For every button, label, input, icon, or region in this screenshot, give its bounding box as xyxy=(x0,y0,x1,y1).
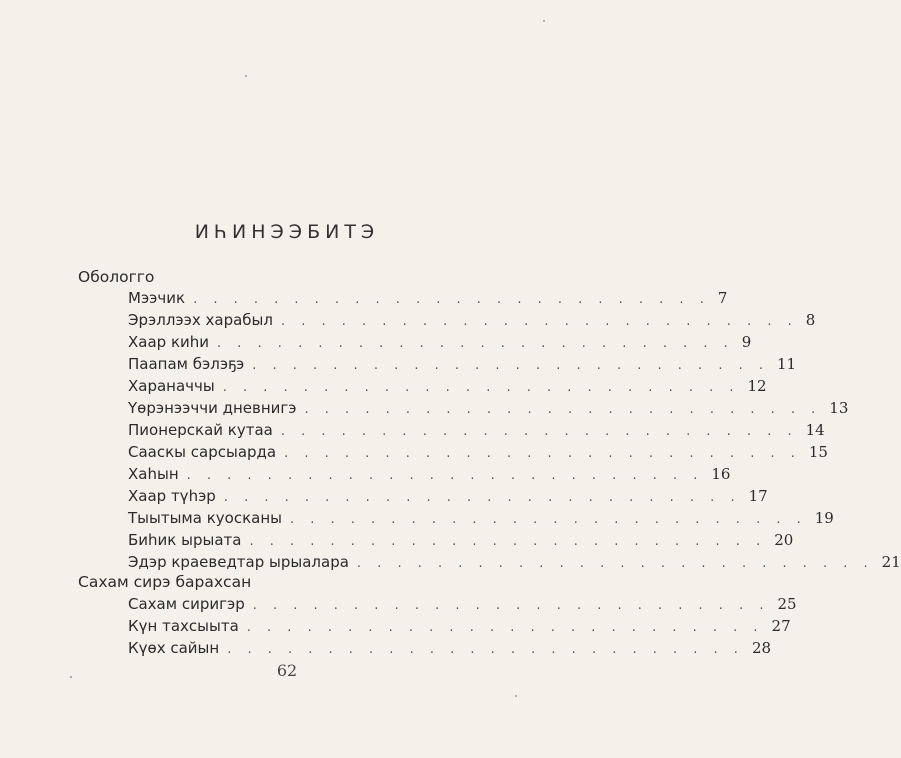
dot-leader: . . . . . . . . . . . . . . . . . . . . . . . . . . xyxy=(227,642,744,657)
toc-entry xyxy=(128,465,731,487)
toc-entry-page: 12 xyxy=(747,377,767,395)
toc-entry xyxy=(128,333,752,355)
toc-entry-page: 25 xyxy=(777,595,797,613)
page-number: 62 xyxy=(276,661,298,680)
dot-leader: . . . . . . . . . . . . . . . . . . . . . . . . . . xyxy=(252,358,769,373)
section-heading: Обологго xyxy=(78,268,155,286)
toc-entry-label: Пионерскай кутаа xyxy=(128,421,273,439)
toc-entry xyxy=(128,399,849,421)
toc-entry xyxy=(128,617,791,639)
dot-leader: . . . . . . . . . . . . . . . . . . . . . . . . . . xyxy=(246,620,764,635)
toc-entry-label: Хаһын xyxy=(128,465,179,483)
dot-leader: . . . . . . . . . . . . . . . . . . . . . . . . . . xyxy=(222,380,740,395)
toc-entry-label: Эрэллээх харабыл xyxy=(128,311,273,329)
toc-entry-label: Күн тахсыыта xyxy=(128,617,239,635)
toc-entry xyxy=(128,553,901,575)
toc-entry-page: 7 xyxy=(717,289,728,307)
toc-entry-label: Хаар киһи xyxy=(128,333,210,351)
toc-entry-label: Хаар түһэр xyxy=(128,487,216,505)
toc-entry-page: 19 xyxy=(814,509,834,527)
contents-title: ИҺИНЭЭБИТЭ xyxy=(194,221,380,243)
dot-leader: . . . . . . . . . . . . . . . . . . . . . . . . . . xyxy=(223,490,741,505)
dot-leader: . . . . . . . . . . . . . . . . . . . . . . . . . . xyxy=(249,534,767,549)
dot-leader: . . . . . . . . . . . . . . . . . . . . . . . . . . xyxy=(280,424,798,439)
toc-entry-label: Күөх сайын xyxy=(128,639,220,657)
dot-leader: . . . . . . . . . . . . . . . . . . . . . . . . . . xyxy=(289,512,807,527)
paper-speck xyxy=(543,20,545,22)
toc-entry-page: 14 xyxy=(805,421,825,439)
toc-entry xyxy=(128,443,828,465)
toc-entry-page: 13 xyxy=(829,399,849,417)
toc-entry-label: Сахам сиригэр xyxy=(128,595,245,613)
toc-entry xyxy=(128,377,767,399)
dot-leader: . . . . . . . . . . . . . . . . . . . . . . . . . . xyxy=(217,336,734,351)
paper-speck xyxy=(70,676,72,678)
toc-entry xyxy=(128,509,834,531)
dot-leader: . . . . . . . . . . . . . . . . . . . . . . . . . . xyxy=(186,468,704,483)
toc-entry-page: 11 xyxy=(776,355,797,373)
toc-entry-page: 16 xyxy=(711,465,731,483)
toc-entry-page: 27 xyxy=(771,617,791,635)
toc-entry xyxy=(128,531,794,553)
toc-entry-label: Хараначчы xyxy=(128,377,215,395)
toc-entry-page: 17 xyxy=(748,487,768,505)
toc-entry xyxy=(128,421,825,443)
dot-leader: . . . . . . . . . . . . . . . . . . . . . . . . . . xyxy=(356,556,874,571)
section-heading: Сахам сирэ барахсан xyxy=(78,573,252,591)
toc-entry-label: Биһик ырыата xyxy=(128,531,242,549)
toc-entry xyxy=(128,311,816,333)
toc-entry-label: Тыытыма куосканы xyxy=(128,509,282,527)
dot-leader: . . . . . . . . . . . . . . . . . . . . . . . . . . xyxy=(252,598,770,613)
dot-leader: . . . . . . . . . . . . . . . . . . . . . . . . . . xyxy=(280,314,798,329)
toc-entry-label: Паапам бэлэҕэ xyxy=(128,355,245,373)
toc-entry xyxy=(128,289,728,311)
toc-entry-page: 21 xyxy=(881,553,901,571)
dot-leader: . . . . . . . . . . . . . . . . . . . . . . . . . . xyxy=(284,446,801,461)
toc-entry xyxy=(128,487,768,509)
dot-leader: . . . . . . . . . . . . . . . . . . . . . . . . . . xyxy=(304,402,822,417)
toc-entry-label: Мээчик xyxy=(128,289,186,307)
toc-entry-page: 9 xyxy=(741,333,752,351)
toc-entry-label: Эдэр краеведтар ырыалара xyxy=(128,553,349,571)
toc-entry-page: 8 xyxy=(805,311,816,329)
toc-entry xyxy=(128,639,772,661)
paper-speck xyxy=(515,695,517,697)
dot-leader: . . . . . . . . . . . . . . . . . . . . . . . . . . xyxy=(193,292,710,307)
toc-entry xyxy=(128,355,797,377)
toc-entry-page: 20 xyxy=(774,531,794,549)
toc-entry-label: Үөрэнээччи дневнигэ xyxy=(128,399,297,417)
toc-entry-page: 15 xyxy=(808,443,828,461)
toc-entry-label: Сааскы сарсыарда xyxy=(128,443,277,461)
toc-entry-page: 28 xyxy=(751,639,772,657)
toc-entry xyxy=(128,595,797,617)
paper-speck xyxy=(245,75,247,77)
